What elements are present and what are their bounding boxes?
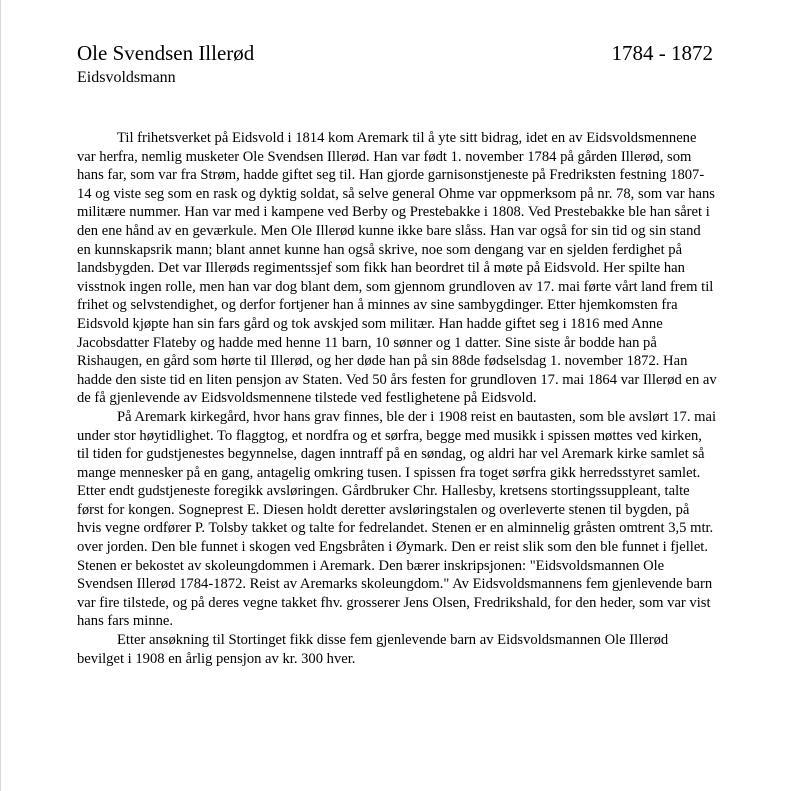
paragraph-2: På Aremark kirkegård, hvor hans grav finnes, ble der i 1908 reist en bautasten, som ble avslørt 17. mai under stor høytidlighet. To flaggtog, et nordfra og et sørfra, begge med musikk i spissen møttes ved kirken, til tiden for gudstjenestes begynnelse, dagen inntraff på en søndag, og aldri har vel Aremark kirke samlet så mange mennesker på en gang, antagelig omkring tusen. I spissen fra toget sørfra gikk herredsstyret samlet. Etter endt gudstjeneste foregikk avsløringen. Gårdbruker Chr. Hallesby, kretsens stortingssuppleant, talte først for kongen. Sogneprest E. Diesen holdt deretter avsløringstalen og overleverte stenen til bygden, på hvis vegne ordfører P. Tolsby takket og talte for fedrelandet. Stenen er en alminnelig gråsten omtrent 3,5 mtr. over jorden. Den ble funnet i skogen ved Engsbråten i Øymark. Den er reist slik som den ble funnet i fjellet. Stenen er bekostet av skoleungdommen i Aremark. Den bærer inskripsjonen: "Eidsvoldsmannen Ole Svendsen Illerød 1784-1872. Reist av Aremarks skoleungdom." Av Eidsvoldsmannens fem gjenlevende barn var fire tilstede, og på deres vegne takket fhv. grosserer Jens Olsen, Fredrikshald, for den heder, som var vist hans fars minne. (77, 408, 716, 630)
paragraph-1: Til frihetsverket på Eidsvold i 1814 kom Aremark til å yte sitt bidrag, idet en av Eidsvoldsmennene var herfra, nemlig musketer Ole Svendsen Illerød. Han var født 1. november 1784 på gården Illerød, som hans far, som var fra Strøm, hadde giftet seg til. Han gjorde garnisonstjeneste på Fredriksten festning 1807-14 og viste seg som en rask og dyktig soldat, så selve general Ohme var oppmerksom på nr. 78, som var hans militære nummer. Han var med i kampene ved Berby og Prestebakke i 1808. Ved Prestebakke ble han såret i den ene hånd av en geværkule. Men Ole Illerød kunne ikke bare slåss. Han var også for sin tid og sin stand en kunnskapsrik mann; blant annet kunne han også skrive, noe som dengang var en sjelden ferdighet på landsbygden. Det var Illerøds regimentssjef som fikk han beordret til å møte på Eidsvold. Her spilte han visstnok ingen rolle, men han var dog blant dem, som gjennom grundloven av 17. mai førte vårt land frem til frihet og selvstendighet, og derfor fortjener han å minnes av sine sambygdinger. Etter hjemkomsten fra Eidsvold kjøpte han sin fars gård og tok avskjed som militær. Han hadde giftet seg i 1816 med Anne Jacobsdatter Flateby og hadde med henne 11 barn, 10 sønner og 1 datter. Sine siste år bodde han på Rishaugen, en gård som hørte til Illerød, og her døde han på sin 88de fødselsdag 1. november 1872. Han hadde den siste tid en liten pensjon av Staten. Ved 50 års festen for grundloven 17. mai 1864 var Illerød en av de få gjenlevende av Eidsvoldsmennene tilstede ved festlighetene på Eidsvold. (77, 130, 717, 407)
body-text (77, 129, 717, 668)
title-years: 1784 - 1872 (611, 41, 713, 65)
page-title: Ole Svendsen Illerød (77, 41, 255, 65)
page-subtitle: Eidsvoldsmann (77, 69, 176, 86)
paragraph-3: Etter ansøkning til Stortinget fikk disse fem gjenlevende barn av Eidsvoldsmannen Ole Illerød bevilget i 1908 en årlig pensjon av kr. 300 hver. (77, 632, 669, 667)
document-content (77, 40, 717, 668)
title-row (77, 40, 717, 68)
